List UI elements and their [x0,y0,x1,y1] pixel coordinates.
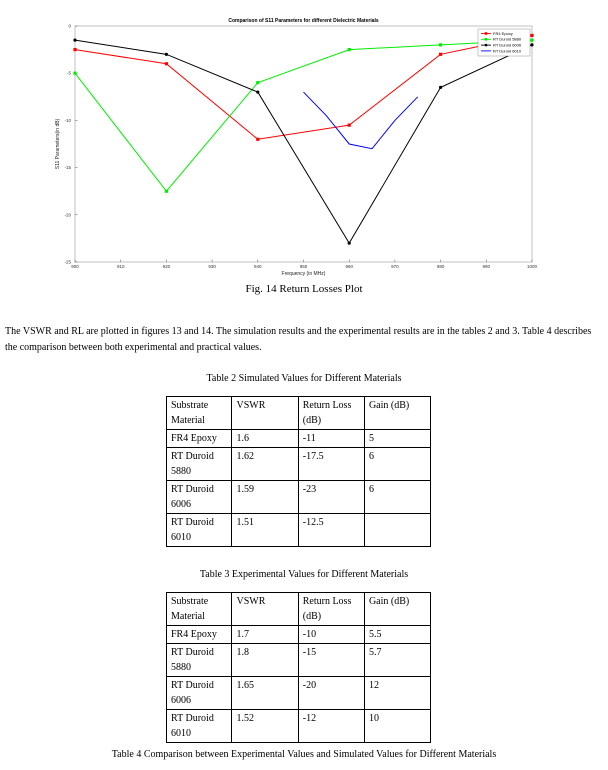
x-tick-label: 940 [254,264,262,269]
y-tick-label: -20 [64,212,71,218]
data-point [73,39,76,42]
x-tick-label: 920 [162,264,171,269]
table-cell: FR4 Epoxy [167,626,232,644]
x-tick-label: 900 [71,264,79,269]
y-tick-label: -5 [66,70,71,76]
table-header-cell: VSWR [232,593,298,626]
x-tick-label: 910 [116,264,125,269]
table-header-cell: Gain (dB) [364,397,430,430]
data-point [439,43,442,46]
data-point [439,53,442,56]
legend-label: FR4 Epoxy [493,30,513,36]
table3-caption: Table 3 Experimental Values for Different Materials [199,569,409,580]
table-header-row [167,593,431,626]
table-cell: -10 [298,626,364,644]
legend-marker [485,38,488,41]
table-cell: 5 [364,430,430,448]
data-point [165,190,168,193]
table-row [167,514,431,547]
table-cell: RT Duroid 5880 [167,644,232,677]
plot-area [75,26,532,262]
data-point [530,43,533,46]
legend-marker [485,32,488,35]
x-axis-label: Frequency (in MHz) [281,271,326,277]
table-cell: -17.5 [298,448,364,481]
data-point [530,34,533,37]
x-tick-label: 970 [391,264,399,269]
table-row [167,448,431,481]
table-header-cell: Gain (dB) [364,593,430,626]
table-cell: 1.65 [232,677,298,710]
table-cell: 1.52 [232,710,298,743]
table-cell [364,514,430,547]
table-header-cell: Substrate Material [167,397,232,430]
legend-label: RT Duroid 6010 [493,48,522,54]
x-tick-label: 980 [436,264,445,269]
table-cell: 1.7 [232,626,298,644]
data-point [165,62,168,65]
y-tick-label: -25 [64,259,71,265]
data-point [256,90,259,93]
table-cell: RT Duroid 6010 [167,514,232,547]
figure-caption: Fig. 14 Return Losses Plot [245,283,363,295]
table-row [167,626,431,644]
y-tick-label: -10 [64,117,71,123]
x-tick-label: 950 [299,264,308,269]
data-point [348,242,351,245]
x-tick-label: 960 [345,264,353,269]
x-tick-label: 990 [482,264,491,269]
y-tick-label: -15 [64,165,71,171]
legend-marker [485,44,488,47]
table2-caption: Table 2 Simulated Values for Different Materials [206,373,402,384]
table-cell: 1.62 [232,448,298,481]
table-cell: 6 [364,481,430,514]
data-point [256,138,259,141]
data-point [73,48,76,51]
y-axis-label: S11 Parameters(in dB) [55,118,61,170]
table-cell: 1.8 [232,644,298,677]
table-cell: 5.7 [364,644,430,677]
data-point [530,39,533,42]
table-row [167,430,431,448]
data-point [348,48,351,51]
s11-chart [0,0,608,300]
table-header-cell: VSWR [232,397,298,430]
table-cell: RT Duroid 5880 [167,448,232,481]
table-cell: -20 [298,677,364,710]
table-cell: 5.5 [364,626,430,644]
table-header-cell: Return Loss (dB) [298,397,364,430]
y-tick-label: 0 [68,23,71,29]
table-cell: -11 [298,430,364,448]
legend-label: RT Duroid 5880 [493,36,522,42]
table-cell: RT Duroid 6010 [167,710,232,743]
body-paragraph: The VSWR and RL are plotted in figures 13 and 14. The simulation results and the experimental results are in the tables 2 and 3. Table 4 describes the comparison between both experimental and practical values. [5,326,592,353]
chart-title: Comparison of S11 Parameters for different Dielectric Materials [228,18,379,24]
data-point [165,53,168,56]
table-cell: 10 [364,710,430,743]
table-header-row [167,397,431,430]
table-cell: -12.5 [298,514,364,547]
table-cell: -15 [298,644,364,677]
data-point [348,124,351,127]
table-cell: RT Duroid 6006 [167,677,232,710]
table-cell: -23 [298,481,364,514]
table2 [166,396,431,547]
table-row [167,677,431,710]
table-cell: RT Duroid 6006 [167,481,232,514]
table-cell: 1.59 [232,481,298,514]
table-row [167,710,431,743]
table-row [167,644,431,677]
chart-svg [0,0,608,300]
x-tick-label: 1000 [526,264,538,269]
table-cell: -12 [298,710,364,743]
legend-label: RT Duroid 6006 [493,42,522,48]
data-point [73,72,76,75]
table3 [166,592,431,743]
table-cell: FR4 Epoxy [167,430,232,448]
table-header-cell: Substrate Material [167,593,232,626]
table-cell: 1.6 [232,430,298,448]
table-cell: 1.51 [232,514,298,547]
table-header-cell: Return Loss (dB) [298,593,364,626]
table-cell: 6 [364,448,430,481]
data-point [439,86,442,89]
data-point [256,81,259,84]
x-tick-label: 930 [208,264,216,269]
table-cell: 12 [364,677,430,710]
table-row [167,481,431,514]
table4-caption: Table 4 Comparison between Experimental Values and Simulated Values for Different Materials [111,749,497,760]
